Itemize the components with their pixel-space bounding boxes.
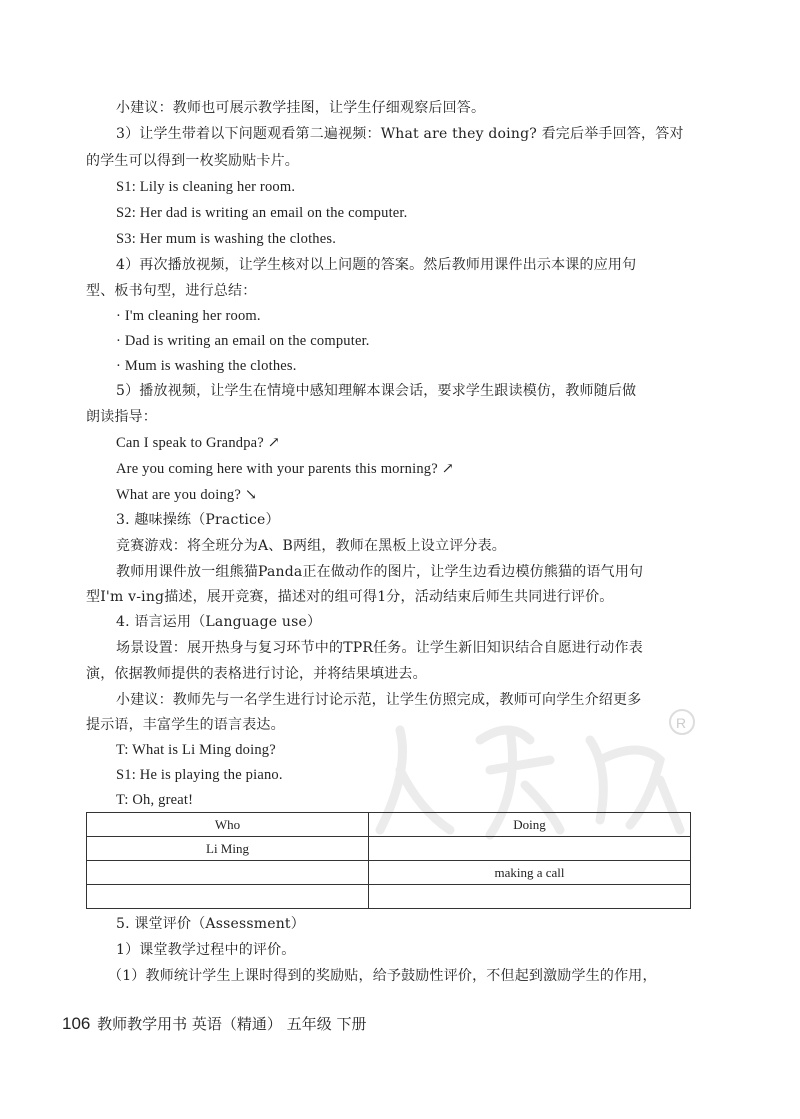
section-language-use-heading: 4. 语言运用（Language use） — [116, 614, 322, 630]
assessment-point-1: 1）课堂教学过程中的评价。 — [116, 942, 296, 958]
intonation-sentence-2: Are you coming here with your parents this morning? ↗ — [116, 461, 455, 477]
step-5-line: 5）播放视频，让学生在情境中感知理解本课会话，要求学生跟读模仿，教师随后做 — [116, 383, 637, 399]
answer-s2: S2: Her dad is writing an email on the computer. — [116, 205, 408, 221]
tip-line: 小建议：教师也可展示教学挂图，让学生仔细观察后回答。 — [116, 100, 486, 116]
step-5-line-cont: 朗读指导： — [86, 409, 157, 425]
tip-demo-line-cont: 提示语，丰富学生的语言表达。 — [86, 717, 285, 733]
assessment-point-1-1: （1）教师统计学生上课时得到的奖励贴，给予鼓励性评价，不但起到激励学生的作用， — [108, 968, 657, 984]
sentence-bullet-2: · Dad is writing an email on the computer. — [116, 333, 370, 349]
table-cell — [369, 837, 691, 861]
step-4-line: 4）再次播放视频，让学生核对以上问题的答案。然后教师用课件出示本课的应用句 — [116, 257, 637, 273]
scene-setting-line-cont: 演，依据教师提供的表格进行讨论，并将结果填进去。 — [86, 666, 427, 682]
table-header-row — [87, 813, 691, 837]
dialogue-student-1: S1: He is playing the piano. — [116, 767, 283, 783]
intonation-sentence-1: Can I speak to Grandpa? ↗ — [116, 435, 281, 451]
practice-panda-line-cont: 型I'm v-ing描述，展开竞赛，描述对的组可得1分，活动结束后师生共同进行评价。 — [86, 589, 614, 605]
scene-setting-line: 场景设置：展开热身与复习环节中的TPR任务。让学生新旧知识结合自愿进行动作表 — [116, 640, 643, 656]
answer-s3: S3: Her mum is washing the clothes. — [116, 231, 337, 247]
book-title: 教师教学用书 英语（精通） 五年级 下册 — [97, 1015, 367, 1033]
step-4-line-cont: 型、板书句型，进行总结： — [86, 283, 257, 299]
dialogue-teacher-1: T: What is Li Ming doing? — [116, 742, 276, 758]
table-row — [87, 837, 691, 861]
step-3-line-cont: 的学生可以得到一枚奖励贴卡片。 — [86, 153, 299, 169]
table-cell — [87, 861, 369, 885]
page-footer — [62, 1013, 366, 1034]
practice-panda-line: 教师用课件放一组熊猫Panda正在做动作的图片，让学生边看边模仿熊猫的语气用句 — [116, 564, 644, 580]
dialogue-teacher-2: T: Oh, great! — [116, 792, 194, 808]
discussion-table — [86, 812, 691, 909]
answer-s1: S1: Lily is cleaning her room. — [116, 179, 296, 195]
table-header-doing: Doing — [369, 813, 691, 837]
table-cell: Li Ming — [87, 837, 369, 861]
table-row — [87, 885, 691, 909]
table-cell — [87, 885, 369, 909]
table-cell: making a call — [369, 861, 691, 885]
step-3-line: 3）让学生带着以下问题观看第二遍视频：What are they doing? 看完后举手回答，答对 — [116, 126, 684, 142]
table-cell — [369, 885, 691, 909]
section-practice-heading: 3. 趣味操练（Practice） — [116, 512, 280, 528]
practice-game-line: 竞赛游戏：将全班分为A、B两组，教师在黑板上设立评分表。 — [116, 538, 506, 554]
section-assessment-heading: 5. 课堂评价（Assessment） — [116, 916, 305, 932]
sentence-bullet-1: · I'm cleaning her room. — [116, 308, 261, 324]
page-number: 106 — [62, 1014, 91, 1033]
sentence-bullet-3: · Mum is washing the clothes. — [116, 358, 297, 374]
intonation-sentence-3: What are you doing? ↘ — [116, 487, 258, 503]
table-header-who: Who — [87, 813, 369, 837]
tip-demo-line: 小建议：教师先与一名学生进行讨论示范，让学生仿照完成，教师可向学生介绍更多 — [116, 692, 642, 708]
svg-text:R: R — [676, 715, 687, 731]
table-row — [87, 861, 691, 885]
